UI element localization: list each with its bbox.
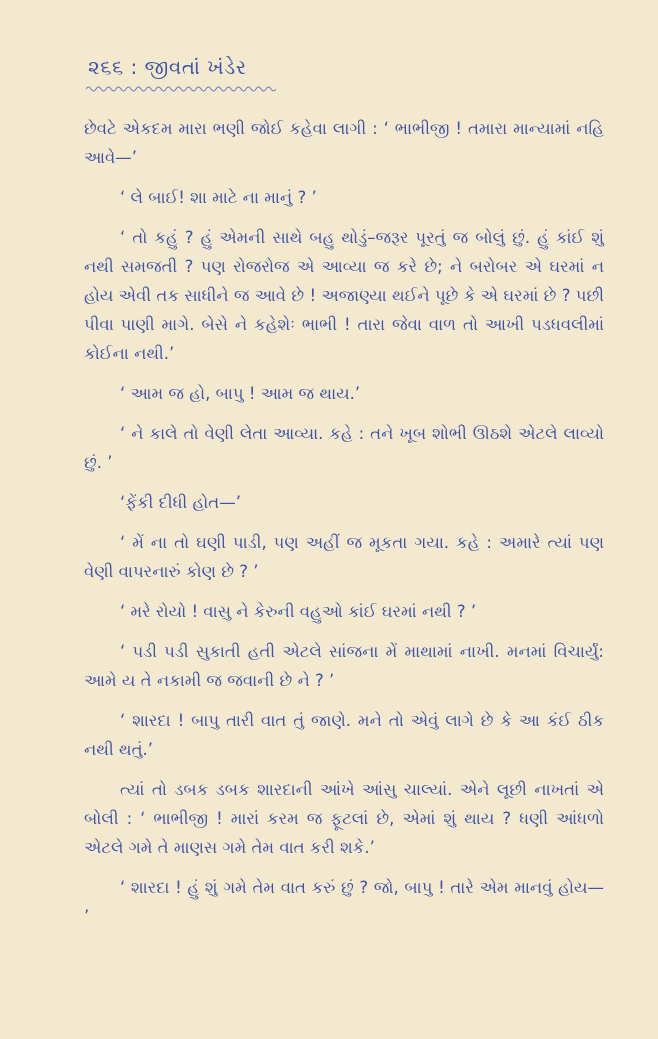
book-title: જીવતાં ખંડેર	[144, 55, 247, 79]
paragraph: ‘ મેં ના તો ઘણી પાડી, પણ અહીં જ મૂકતા ગયા. કહે : અમારે ત્યાં પણ વેણી વાપરનારું કોણ છે ? ’	[84, 533, 604, 581]
paragraph: ‘ ને કાલે તો વેણી લેતા આવ્યા. કહે : તને ખૂબ શોભી ઊઠશે એટલે લાવ્યો છું. ’	[84, 424, 604, 472]
running-header	[88, 52, 604, 82]
decorative-wavy-rule	[86, 84, 276, 94]
paragraph: ‘ પડી પડી સુકાતી હતી એટલે સાંજના મેં માથામાં નાખી. મનમાં વિચાર્યું: આમે ય તે નકામી જ જવાની છે ને ? ’	[84, 642, 604, 690]
paragraph: ‘ આમ જ હો, બાપુ ! આમ જ થાય.’	[120, 384, 361, 403]
paragraph: ‘ મરે રોયો ! વાસુ ને કેરુની વહુઓ કાંઈ ઘરમાં નથી ? ’	[120, 602, 477, 621]
paragraph: છેવટે એકદમ મારા ભણી જોઈ કહેવા લાગી : ‘ ભાભીજી ! તમારા માન્યામાં નહિ આવે—’	[84, 119, 604, 167]
paragraph: ‘ લે બાઈ! શા માટે ના માનું ? ’	[120, 188, 317, 207]
paragraph: ત્યાં તો ડબક ડબક શારદાની આંખે આંસુ ચાલ્યાં. એને લૂછી નાખતાં એ બોલી : ‘ ભાભીજી ! મારાં કરમ જ ફૂટલાં છે, એમાં શું થાય ? ધણી આંધળો એટલે ગમે તે માણસ ગમે તેમ વાત કરી શકે.’	[84, 780, 604, 857]
page-number: ૨૬૬	[88, 55, 124, 79]
paragraph: ‘ તો કહું ? હું એમની સાથે બહુ થોડું–જરૂર પૂરતું જ બોલું છું. હું કાંઈ શું નથી સમજતી ? પણ રોજરોજ એ આવ્યા જ કરે છે; ને બરોબર એ ઘરમાં ન હોય એવી તક સાધીને જ આવે છે ! અજાણ્યા થઈને પૂછે કે એ ઘરમાં છે ? પછી પીવા પાણી માગે. બેસે ને કહેશેઃ ભાભી ! તારા જેવા વાળ તો આખી પડધવલીમાં કોઈના નથી.’	[84, 228, 604, 363]
paragraph: ‘ શારદા ! હું શું ગમે તેમ વાત કરું છું ? જો, બાપુ ! તારે એમ માનવું હોય— ’	[84, 878, 604, 926]
paragraph: ‘ફેંકી દીધી હોત—’	[120, 493, 241, 512]
header-separator: :	[123, 55, 145, 79]
paragraph: ‘ શારદા ! બાપુ તારી વાત તું જાણે. મને તો એવું લાગે છે કે આ કંઈ ઠીક નથી થતું.’	[84, 711, 604, 759]
body-text	[84, 114, 604, 931]
